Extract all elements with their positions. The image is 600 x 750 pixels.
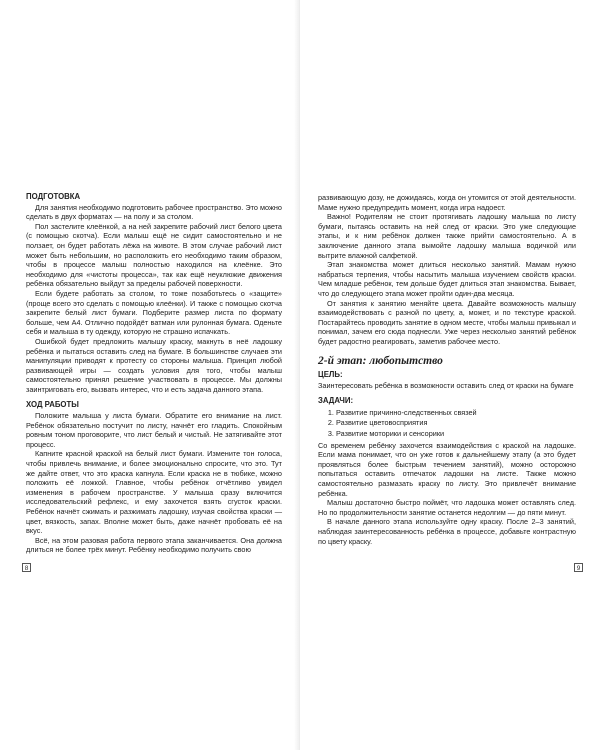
paragraph: Всё, на этом разовая работа первого этапа заканчивается. Она должна длиться не более трёх минут. Ребёнку необходимо получить свою	[26, 535, 282, 555]
paragraph: развивающую дозу, не дожидаясь, когда он утомится от этой деятельности. Маме нужно предупредить момент, когда игра надоест.	[318, 193, 576, 212]
list-item: 3. Развитие моторики и сенсорики	[336, 429, 576, 439]
paragraph: Этап знакомства может длиться несколько занятий. Мамам нужно набраться терпения, чтобы насытить малыша изучением свойств краски. Чем младше ребёнок, тем дольше будет длиться этап знакомства. Бывает, что до следующего этапа может пройти один-два месяца.	[318, 260, 576, 298]
list-item: 1. Развитие причинно-следственных связей	[336, 408, 576, 418]
paragraph: Малыш достаточно быстро поймёт, что ладошка может оставлять след. Но по продолжительности занятие останется недолгим — до пяти минут.	[318, 498, 576, 517]
section-heading-procedure: ХОД РАБОТЫ	[26, 400, 79, 410]
tasks-list	[318, 408, 576, 439]
paragraph: Со временем ребёнку захочется взаимодействия с краской на ладошке. Если мама понимает, что он уже готов к дальнейшему этапу (а это будет проявляться более быстрым течением занятий), можно осторожно попытаться оставить отпечаток ладошки на листе. Также можно самостоятельно размазать краску по листу. Это привлечёт внимание ребёнка.	[318, 440, 576, 498]
paragraph: Если будете работать за столом, то тоже позаботьтесь о «защите» (проще всего это сделать с помощью клеёнки). И также с помощью скотча закрепите белый лист бумаги. Подберите размер листа по формату больше, чем А4. Отлично подойдёт ватман или рулонная бумага. Оденьте себя и малыша в ту одежду, которую не страшно испачкать.	[26, 288, 282, 337]
tasks-heading: ЗАДАЧИ:	[318, 396, 354, 406]
right-page	[300, 0, 600, 750]
goal-text: Заинтересовать ребёнка в возможности оставить след от краски на бумаге	[318, 380, 574, 390]
paragraph: Положите малыша у листа бумаги. Обратите его внимание на лист. Ребёнок обязательно постучит по листу, начнёт его гладить. Спокойным ровным тоном проговорите, что лист белый и чистый. Не затягивайте этот процесс.	[26, 411, 282, 449]
paragraph: Ошибкой будет предложить малышу краску, макнуть в неё ладошку ребёнка и пытаться оставить след на бумаге. В большинстве случаев эти манипуляции приводят к протесту со стороны малыша. Принцип любой развивающей игры — создать условия для того, чтобы малыш самостоятельно принял решение участвовать в процессе. Мы должны заинтриговать его, вызвать интерес, что и есть задача данного этапа.	[26, 336, 282, 394]
paragraph: Капните красной краской на белый лист бумаги. Измените тон голоса, чтобы привлечь внимание, и более эмоционально спросите, что это. Тут же дайте ответ, что это краска капнула. Если краска не в тюбике, можно положить её ложкой. Главное, чтобы ребёнок отчётливо увидел изменения в рабочем пространстве. У малыша сразу включится исследовательский рефлекс, и ему захочется взять сгусток краски. Ребёнок начнёт сжимать и разжимать ладошку, изучая свойства краски — цвет, вязкость, запах. Вполне может быть, даже начнёт пробовать её на вкус.	[26, 449, 282, 536]
right-text-column	[318, 193, 576, 546]
paragraph: Важно! Родителям не стоит протягивать ладошку малыша по листу бумаги, пытаясь оставить на ней след от краски. Это уже следующие этапы, и к ним ребёнок должен также прийти самостоятельно. А в заключение данного этапа вымойте ладошку малыша водичкой или вытрите влажной салфеткой.	[318, 212, 576, 260]
paragraph: В начале данного этапа используйте одну краску. После 2–3 занятий, наблюдая заинтересованность ребёнка в процессе, добавьте контрастную по цвету краску.	[318, 517, 576, 546]
paragraph: Пол застелите клеёнкой, а на ней закрепите рабочий лист белого цвета (с помощью скотча). Если малыш ещё не сидит самостоятельно и не ползает, он будет работать лёжа на животе. В этом случае рабочий лист может быть небольшим, но расположить его необходимо таким образом, чтобы в процессе малыш полностью находился на клеёнке. Это необходимо для «чистоты процесса», так как ещё неуклюжие движения ребёнка обязательно выйдут за пределы рабочей поверхности.	[26, 221, 282, 289]
section-heading-preparation: ПОДГОТОВКА	[26, 192, 81, 201]
paragraph: От занятия к занятию меняйте цвета. Давайте возможность малышу взаимодействовать с разной по цвету, а, может, и по текстуре краской. Постарайтесь проводить занятие в одном месте, чтобы малыш привыкал и понимал, зачем его сюда поднесли. Уже через несколько занятий ребёнок будет радостно реагировать, заметив рабочее место.	[318, 298, 576, 346]
left-text-column	[26, 190, 282, 555]
list-item: 2. Развитие цветовосприятия	[336, 418, 576, 428]
page-number-right: 9	[574, 563, 583, 572]
goal-heading: ЦЕЛЬ:	[318, 370, 343, 380]
stage-title: 2-й этап: любопытство	[318, 354, 443, 367]
paragraph: Для занятия необходимо подготовить рабочее пространство. Это можно сделать в двух форматах — на полу и за столом.	[26, 202, 282, 222]
page-number-left: 8	[22, 563, 31, 572]
